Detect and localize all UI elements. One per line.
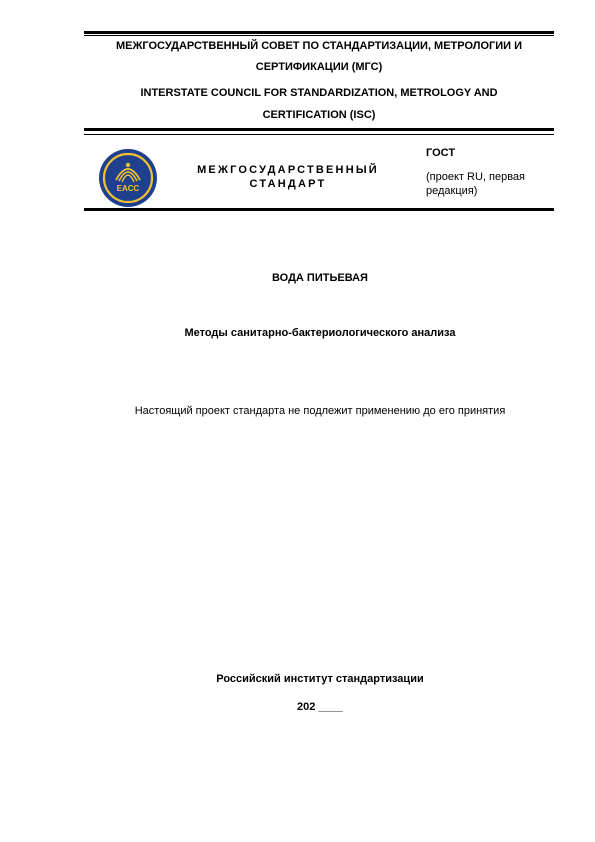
top-rule-thick bbox=[84, 31, 554, 34]
council-name-ru-line1: МЕЖГОСУДАРСТВЕННЫЙ СОВЕТ ПО СТАНДАРТИЗАЦИИ, МЕТРОЛОГИИ И bbox=[115, 40, 523, 52]
logo-text: EACC bbox=[116, 184, 140, 193]
publisher: Российский институт стандартизации bbox=[216, 673, 424, 685]
standard-type-line2: СТАНДАРТ bbox=[249, 178, 327, 190]
draft-status-line1: (проект RU, первая bbox=[426, 171, 525, 183]
document-title: ВОДА ПИТЬЕВАЯ bbox=[272, 272, 368, 284]
council-name-en-line2: CERTIFICATION (ISC) bbox=[262, 109, 376, 121]
publication-year: 202 ____ bbox=[297, 701, 343, 713]
top-rule-thin bbox=[84, 35, 554, 36]
eacc-logo-icon bbox=[98, 148, 158, 208]
standard-type-line1: МЕЖГОСУДАРСТВЕННЫЙ bbox=[197, 164, 379, 176]
draft-notice: Настоящий проект стандарта не подлежит применению до его принятия bbox=[134, 405, 506, 417]
document-subtitle: Методы санитарно-бактериологического анализа bbox=[184, 327, 456, 339]
council-name-ru-line2: СЕРТИФИКАЦИИ (МГС) bbox=[255, 61, 383, 73]
standard-block-rule bbox=[84, 208, 554, 211]
header-rule-thin bbox=[84, 134, 554, 135]
draft-status-line2: редакция) bbox=[426, 185, 478, 197]
council-name-en-line1: INTERSTATE COUNCIL FOR STANDARDIZATION, METROLOGY AND bbox=[140, 87, 498, 99]
logo-center-dot bbox=[126, 163, 130, 167]
header-rule-thick bbox=[84, 128, 554, 131]
gost-label: ГОСТ bbox=[426, 147, 456, 159]
